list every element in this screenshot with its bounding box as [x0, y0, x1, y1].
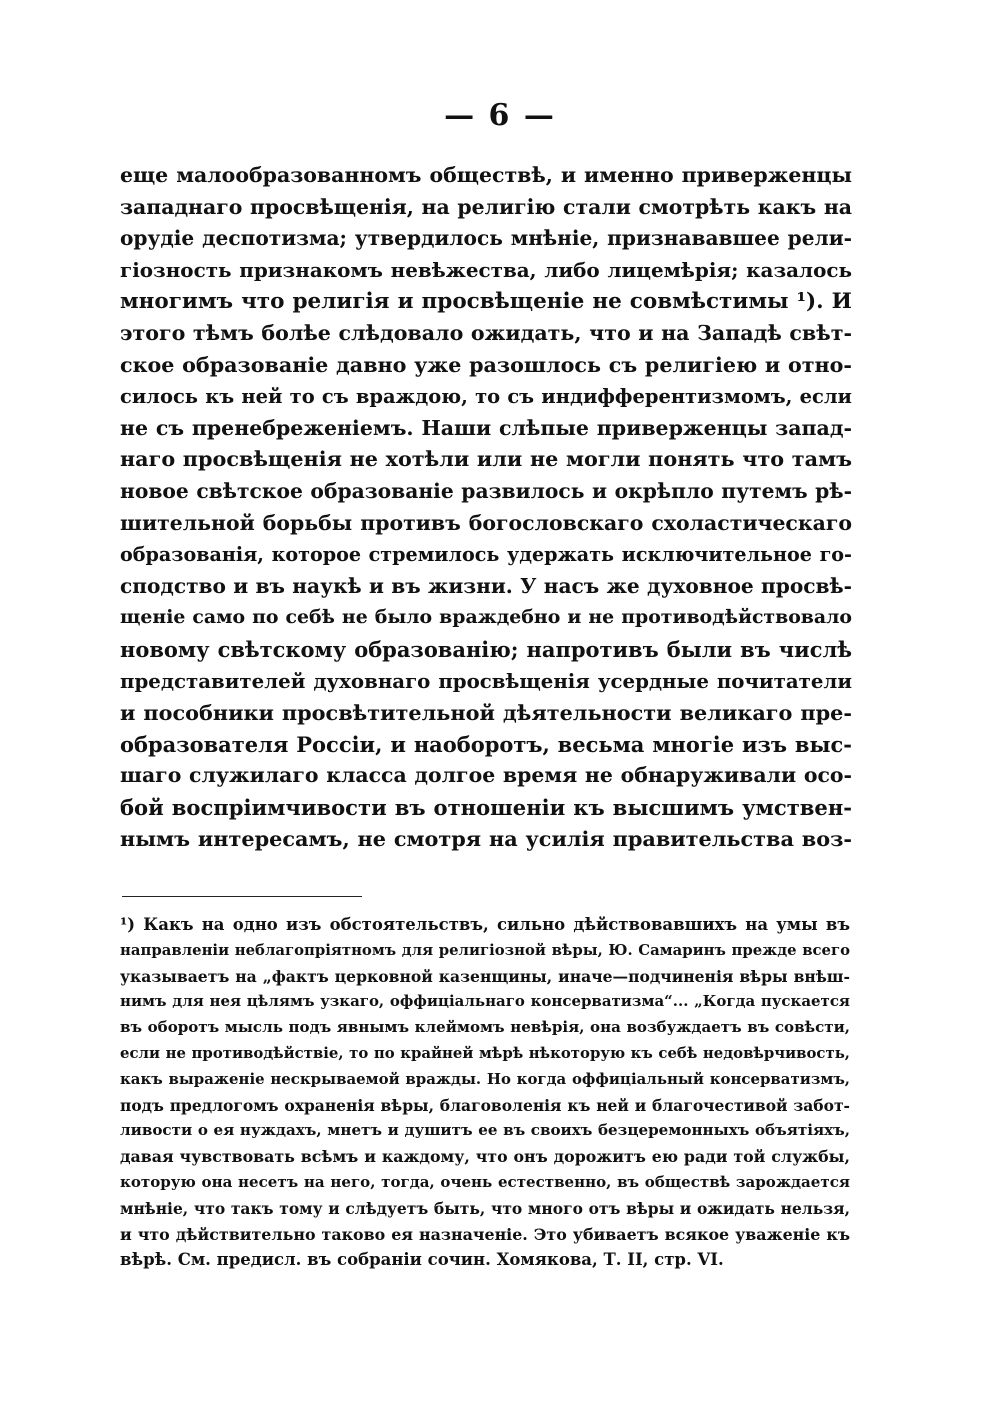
text-line: нымъ интересамъ, не смотря на усилія правительства воз-	[120, 826, 852, 852]
text-line: наго просвѣщенія не хотѣли или не могли понять что тамъ	[120, 447, 852, 472]
text-line: новому свѣтскому образованію; напротивъ были въ числѣ	[120, 636, 852, 662]
footnote-line: нимъ для нея цѣлямъ узкаго, оффиціальнаго консерватизма“... „Когда пускается	[120, 992, 850, 1011]
text-line: ское образованіе давно уже разошлось съ религіею и отно-	[120, 352, 852, 377]
footnote-line: вѣрѣ. См. предисл. въ собраніи сочин. Хомякова, Т. II, стр. VI.	[120, 1250, 724, 1270]
footnote-line: указываетъ на „фактъ церковной казенщины, иначе—подчиненія вѣры внѣш-	[120, 966, 850, 986]
text-line: новое свѣтское образованіе развилось и окрѣпло путемъ рѣ-	[120, 478, 852, 503]
text-line: этого тѣмъ болѣе слѣдовало ожидать, что и на Западѣ свѣт-	[120, 320, 852, 345]
text-line: сподство и въ наукѣ и въ жизни. У насъ же духовное просвѣ-	[120, 573, 852, 598]
text-line: и пособники просвѣтительной дѣятельности великаго пре-	[120, 700, 852, 726]
footnote-line: подъ предлогомъ охраненія вѣры, благоволенія къ ней и благочестивой забот-	[120, 1095, 850, 1115]
text-line: орудіе деспотизма; утвердилось мнѣніе, признававшее рели-	[120, 226, 852, 251]
footnote-line: давая чувствовать всѣмъ и каждому, что онъ дорожитъ ею ради той службы,	[120, 1147, 850, 1167]
footnote-line: какъ выраженіе нескрываемой вражды. Но когда оффиціальный консерватизмъ,	[120, 1069, 850, 1088]
text-line: представителей духовнаго просвѣщенія усердные почитатели	[120, 668, 852, 693]
text-line: западнаго просвѣщенія, на религію стали смотрѣть какъ на	[120, 194, 852, 219]
text-line: бой воспріимчивости въ отношеніи къ высшимъ умствен-	[120, 794, 852, 820]
page-number: — 6 —	[444, 98, 556, 133]
text-line: силось къ ней то съ враждою, то съ индифферентизмомъ, если	[120, 385, 852, 409]
text-line: многимъ что религія и просвѣщеніе не совмѣстимы ¹). И	[120, 289, 852, 315]
text-line: шаго служилаго класса долгое время не обнаруживали осо-	[120, 763, 852, 788]
footnote-line: направленіи неблагопріятномъ для религіозной вѣры, Ю. Самаринъ прежде всего	[120, 940, 850, 959]
text-line: образованія, которое стремилось удержать исключительное го-	[120, 543, 852, 567]
footnote-line: ¹) Какъ на одно изъ обстоятельствъ, сильно дѣйствовавшихъ на умы въ	[120, 915, 850, 934]
footnote-line: которую она несетъ на него, тогда, очень естественно, въ обществѣ зарождается	[120, 1172, 850, 1191]
text-line: гіозность признакомъ невѣжества, либо лицемѣрія; казалось	[120, 257, 852, 282]
text-line: еще малообразованномъ обществѣ, и именно приверженцы	[120, 163, 852, 187]
footnote-line: ливости о ея нуждахъ, мнетъ и душитъ ее въ своихъ безцеремонныхъ объятіяхъ,	[120, 1121, 850, 1140]
footnote-line: мнѣніе, что такъ тому и слѣдуетъ быть, что много отъ вѣры и ожидать нельзя,	[120, 1198, 850, 1218]
footnote-separator	[122, 896, 362, 897]
main-text	[120, 160, 852, 855]
text-line: шительной борьбы противъ богословскаго схоластическаго	[120, 510, 852, 535]
footnote	[120, 912, 850, 1273]
footnote-line: если не противодѣйствіе, то по крайней мѣрѣ нѣкоторую къ себѣ недовѣрчивость,	[120, 1043, 850, 1062]
text-line: образователя Россіи, и наоборотъ, весьма многіе изъ выс-	[120, 731, 852, 757]
footnote-line: и что дѣйствительно таково ея назначеніе. Это убиваетъ всякое уваженіе къ	[120, 1224, 850, 1244]
text-line: щеніе само по себѣ не было враждебно и не противодѣйствовало	[120, 606, 852, 629]
footnote-line: въ оборотъ мысль подъ явнымъ клеймомъ невѣрія, она возбуждаетъ въ совѣсти,	[120, 1018, 850, 1037]
text-line: не съ пренебреженіемъ. Наши слѣпые приверженцы запад-	[120, 415, 852, 440]
